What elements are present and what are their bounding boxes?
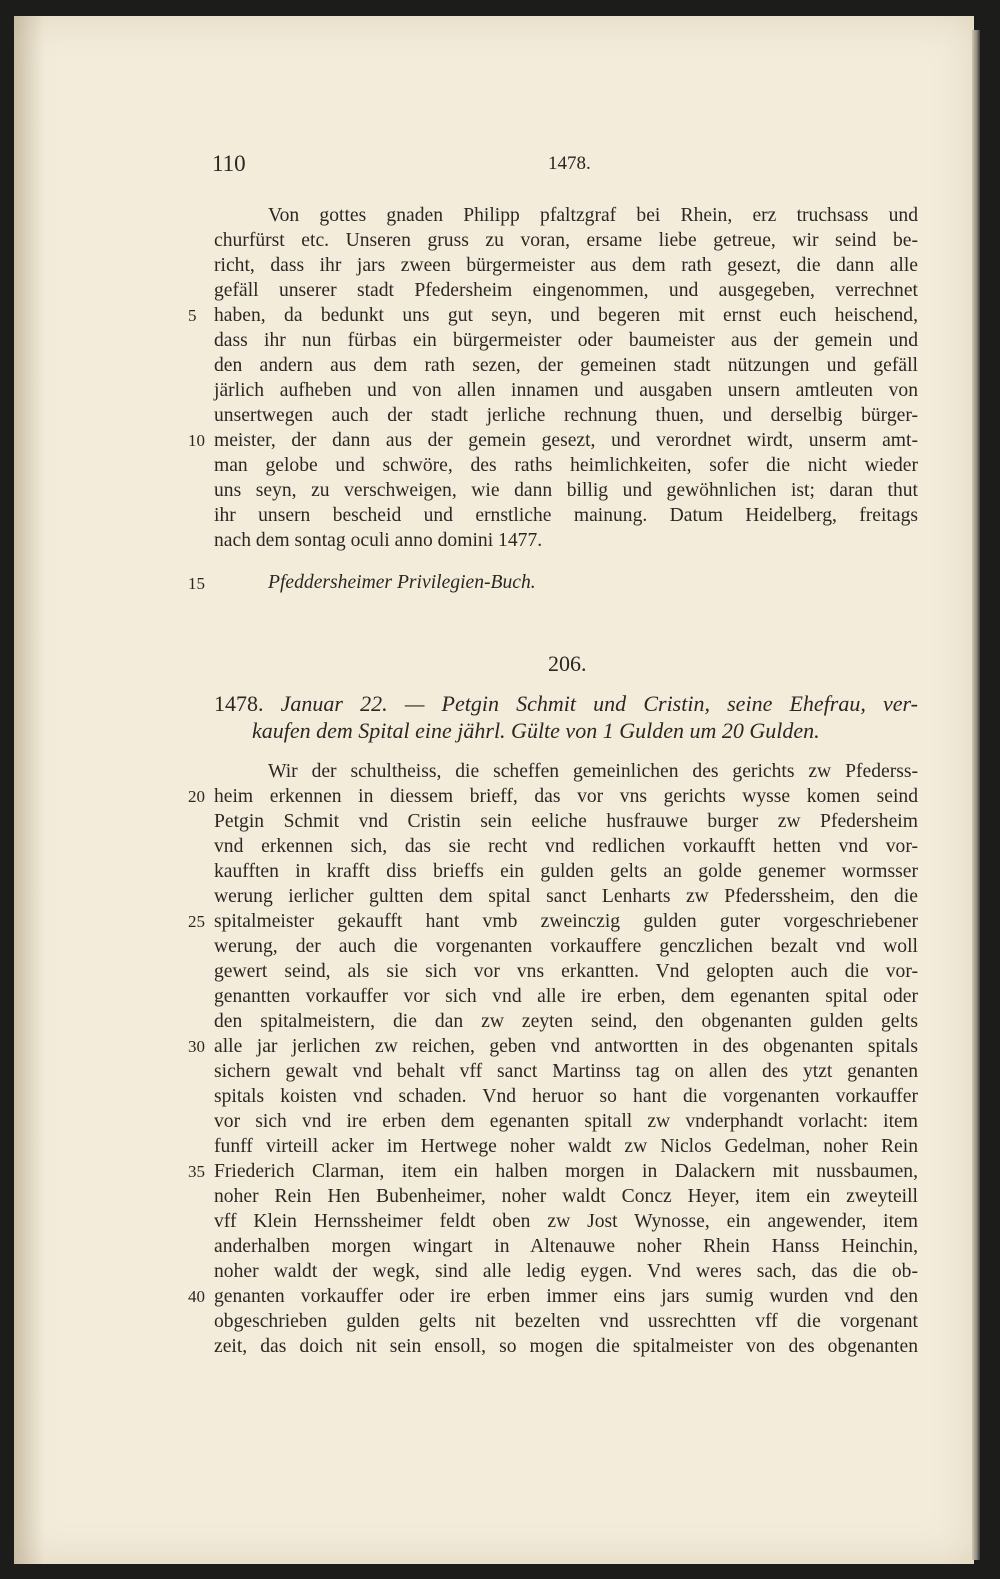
document-heading-continued	[252, 717, 918, 745]
gutter-shadow	[14, 16, 44, 1564]
text-line: Wir der schultheiss, die scheffen gemeinlichen des gerichts zw Pfederss-	[268, 761, 918, 782]
text-line: richt, dass ihr jars zween bürgermeister aus dem rath gesezt, die dann alle	[214, 255, 918, 276]
heading-summary-line1: Januar 22. — Petgin Schmit und Cristin, seine Ehefrau, ver-	[280, 691, 919, 716]
text-line: Petgin Schmit vnd Cristin sein eeliche husfrauwe burger zw Pfedersheim	[214, 811, 918, 832]
text-line: haben, da bedunkt uns gut seyn, und begeren mit ernst euch heischend,	[214, 305, 918, 326]
text-line: man gelobe und schwöre, des raths heimlichkeiten, sofer die nicht wieder	[214, 455, 918, 476]
text-line: gefäll unserer stadt Pfedersheim eingenommen, und ausgegeben, verrechnet	[214, 280, 918, 301]
text-line: kaufften in krafft diss brieffs ein gulden gelts an golde genemer wormsser	[214, 861, 918, 882]
page-edge	[972, 30, 980, 1560]
text-line: anderhalben morgen wingart in Altenauwe noher Rhein Hanss Heinchin,	[214, 1236, 918, 1257]
heading-date: 1478.	[214, 691, 264, 716]
line-number: 10	[188, 431, 205, 450]
text-line: obgeschrieben gulden gelts nit bezelten vnd ussrechtten vff die vorgenant	[214, 1311, 918, 1332]
text-line: den spitalmeistern, die dan zw zeyten seind, den obgenanten gulden gelts	[214, 1011, 918, 1032]
text-line: heim erkennen in diessem brieff, das vor vns gerichts wysse komen seind	[214, 786, 918, 807]
line-number: 20	[188, 787, 205, 806]
text-line: sichern gewalt vnd behalt vff sanct Martinss tag on allen des ytzt genanten	[214, 1061, 918, 1082]
text-line: meister, der dann aus der gemein gesezt, und verordnet wirdt, unserm amt-	[214, 430, 918, 451]
text-line: werung, der auch die vorgenanten vorkauffere genczlichen bezalt vnd woll	[214, 936, 918, 957]
text-line: zeit, das doich nit sein ensoll, so mogen die spitalmeister von des obgenanten	[214, 1336, 918, 1357]
text-line: spitalmeister gekaufft hant vmb zweinczig gulden guter vorgeschriebener	[214, 911, 918, 932]
text-line: werung ierlicher gultten dem spital sanct Lenharts zw Pfederssheim, den die	[214, 886, 918, 907]
text-line: Von gottes gnaden Philipp pfaltzgraf bei Rhein, erz truchsass und	[268, 205, 918, 226]
text-line: järlich aufheben und von allen innamen und ausgaben unsern amtleuten von	[214, 380, 918, 401]
text-line: gewert seind, als sie sich vor vns erkantten. Vnd gelopten auch die vor-	[214, 961, 918, 982]
text-line: vor sich vnd ire erben dem egenanten spitall zw vnderphandt vorlacht: item	[214, 1111, 918, 1132]
text-line: noher waldt der wegk, sind alle ledig eygen. Vnd weres sach, das die ob-	[214, 1261, 918, 1282]
text-line: spitals koisten vnd schaden. Vnd heruor so hant die vorgenanten vorkauffer	[214, 1086, 918, 1107]
document-heading	[214, 690, 918, 718]
line-number: 25	[188, 912, 205, 931]
text-line: dass ihr nun fürbas ein bürgermeister oder baumeister aus der gemein und	[214, 330, 918, 351]
line-number: 40	[188, 1287, 205, 1306]
text-line: funff virteill acker im Hertwege noher waldt zw Niclos Gedelman, noher Rein	[214, 1136, 918, 1157]
heading-summary-line2: kaufen dem Spital eine jährl. Gülte von 1 Gulden um 20 Gulden.	[252, 718, 820, 743]
line-number: 5	[188, 306, 197, 325]
page-header	[212, 151, 918, 181]
text-line: noher Rein Hen Bubenheimer, noher waldt Concz Heyer, item ein zweyteill	[214, 1186, 918, 1207]
text-line: alle jar jerlichen zw reichen, geben vnd antwortten in des obgenanten spitals	[214, 1036, 918, 1057]
text-line: nach dem sontag oculi anno domini 1477.	[214, 530, 543, 551]
line-number: 30	[188, 1037, 205, 1056]
text-line: vff Klein Hernssheimer feldt oben zw Jost Wynosse, ein angewender, item	[214, 1211, 918, 1232]
text-line: ihr unsern bescheid und ernstliche mainung. Datum Heidelberg, freitags	[214, 505, 918, 526]
text-line: vnd erkennen sich, das sie recht vnd redlichen vorkaufft hetten vnd vor-	[214, 836, 918, 857]
running-head: 1478.	[548, 153, 591, 174]
text-line: uns seyn, zu verschweigen, wie dann billig und gewöhnlichen ist; daran thut	[214, 480, 918, 501]
text-line: genanten vorkauffer oder ire erben immer eins jars sumig wurden vnd den	[214, 1286, 918, 1307]
text-line: Friederich Clarman, item ein halben morgen in Dalackern mit nussbaumen,	[214, 1161, 918, 1182]
text-line: genantten vorkauffer vor sich vnd alle ire erben, dem egenanten spital oder	[214, 986, 918, 1007]
text-line: den andern aus dem rath sezen, der gemeinen stadt nützungen und gefäll	[214, 355, 918, 376]
document-number: 206.	[548, 651, 587, 676]
line-number: 15	[188, 574, 205, 593]
text-line: churfürst etc. Unseren gruss zu voran, ersame liebe getreue, wir seind be-	[214, 230, 918, 251]
source-citation: Pfeddersheimer Privilegien-Buch.	[268, 572, 536, 593]
text-line: unsertwegen auch der stadt jerliche rechnung thuen, und derselbig bürger-	[214, 405, 918, 426]
line-number: 35	[188, 1162, 205, 1181]
page-number: 110	[212, 151, 246, 176]
